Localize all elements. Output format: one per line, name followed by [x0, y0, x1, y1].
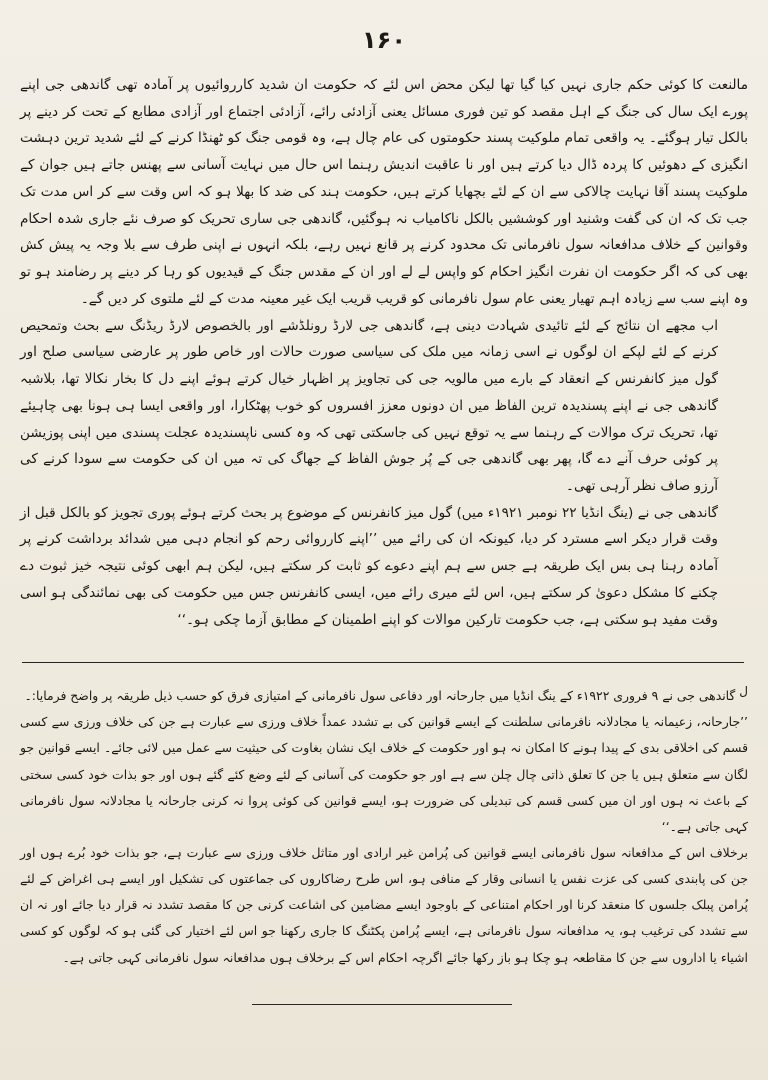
footnote-quote: برخلاف اس کے مدافعانہ سول نافرمانی ایسے قوانین کی پُرامن غیر ارادی اور متاثل خلاف ورزی سے عبارت ہے، جو بذات خود بُرے ہوں اور جن کی پابندی کسی کی عزت نفس یا انسانی وقار کے منافی ہو، اس طرح رضاکاروں کی جماعتوں کی تشکیل اور ایسے ہی اغراض کے لئے پُرامن پبلک جلسوں کا منعقد کرنا اور احکام امتناعی کے باوجود ایسے مضامین کی اشاعت کرنی جن کا مقصد تشدد نہ قرار دیا جائے اور نہ ان سے تشدد کی ترغیب ہو، یہ مدافعانہ سول نافرمانی ہے، ایسے پُرامن پکٹنگ کا جاری رکھنا جو اس لئے اختیار کی گئی ہو کہ لوگوں کو کسی اشیاء یا اداروں سے جن کا مقاطعہ ہو چکا ہو باز رکھا جائے اگرچہ احکام اس کے برخلاف ہوں مدافعانہ سول نافرمانی کہی جاتی ہے۔: [20, 844, 748, 965]
paragraph: گاندھی جی نے (ینگ انڈیا ۲۲ نومبر ۱۹۲۱ء میں) گول میز کانفرنس کے موضوع پر بحث کرتے ہوئے پوری تجویز کو بالکل قبل از وقت قرار دیکر اسے مسترد کر دیا، کیونکہ ان کی رائے میں ’’اپنے کارروائی رحم کو انجام دہی میں شدائد برداشت کرنے پر آمادہ رہنا ہی بس ایک طریقہ ہے جس سے ہم اپنے دعوے کو ثابت کر سکتے ہیں، لیکن ہم ابھی کوئی نتیجہ خیز ثبوت دے چکنے کا مشکل دعویٰ کر سکتے ہیں، اس لئے میری رائے میں، ایسی کانفرنس جس میں حکومت کی بھی نمائندگی ہو اسی وقت مفید ہو سکتی ہے، جب حکومت تارکین موالات کو اپنے اطمینان کے مطابق آزما چکی ہو۔‘‘: [20, 504, 718, 628]
end-rule: [252, 1004, 512, 1005]
paragraph: مالنعت کا کوئی حکم جاری نہیں کیا گیا تھا لیکن محض اس لئے کہ حکومت ان شدید کارروائیوں پر آمادہ تھی گاندھی جی اپنے پورے ایک سال کی جنگ کے اہل مقصد کو تین فوری مسائل یعنی آزادئی رائے، آزادئی اجتماع اور آزادی مطابع کے تحت کر دینے پر بالکل تیار ہوگئے۔ یہ واقعی تمام ملوکیت پسند حکومتوں کی عام چال ہے، وہ قومی جنگ کو ٹھنڈا کرنے کے لئے شدید ترین دہشت انگیزی کے دھوئیں کا پردہ ڈال دیا کرتے ہیں اور نا عاقبت اندیش رہنما اس حال میں نہایت آسانی سے پھنس جاتے ہیں جوان کے ملوکیت پسند آقا نہایت چالاکی سے ان کے لئے بچھایا کرتے ہیں، حکومت ہند کی ضد کا بھلا ہو کہ اس وقت سے کر اس مدت تک جب تک کہ ان کی گفت وشنید اور کوششیں بالکل ناکامیاب نہ ہوگئیں، گاندھی جی ساری تحریک کو صرف نئے جاری شدہ احکام وقوانین کے خلاف مدافعانہ سول نافرمانی تک محدود کرنے پر قانع نہیں رہے، بلکہ انہوں نے اپنی طرف سے بلا وجہ یہ پیش کش بھی کی کہ اگر حکومت ان نفرت انگیز احکام کو واپس لے لے اور ان کے مقدس جنگ کے قیدیوں کو رہا کر دینے پر رضامند ہو تو وہ اپنے سب سے زیادہ اہم تھیار یعنی عام سول نافرمانی کو قریب قریب ایک غیر معینہ مدت کے لئے ملتوی کر دیں گے۔: [20, 77, 748, 307]
footnote-marker: ل: [739, 684, 748, 698]
footnote-quote: ’’جارحانہ، زعیمانہ یا مجادلانہ نافرمانی سلطنت کے ایسے قوانین کی بے تشدد عمداً خلاف ورزی سے عبارت ہے جن کی خلاف ورزی سے کسی قسم کی اخلاقی بدی کے پیدا ہونے کا امکان نہ ہو اور حکومت کے خلاف ایک نشان بغاوت کی حیثیت سے عمل میں لائی جائے۔ ایسے قوانین جو لگان سے متعلق ہیں یا جن کا تعلق ذاتی چال چلن سے ہے اور جو حکومت کی آسانی کے لئے وضع کئے گئے ہوں اور جو بذات خود کسی سختی کے باعث نہ ہوں اور ان میں کسی قسم کی تبدیلی کی ضرورت ہو، ایسے قوانین کی کوئی پروا نہ کرنی جارحانہ یا مجادلانہ سول نافرمانی کہی جاتی ہے۔‘‘: [20, 714, 748, 834]
footnotes: [20, 678, 748, 993]
paragraph: اب مجھے ان نتائج کے لئے تائیدی شہادت دینی ہے، گاندھی جی لارڈ رونلڈشے اور بالخصوص لارڈ ریڈنگ سے بحث وتمحیص کرنے کے لئے لپکے ان لوگوں نے اسی زمانہ میں ملک کی سیاسی صورت حالات اور خاص طور پر عارضی سیاسی صلح اور گول میز کانفرنس کے انعقاد کے بارے میں مالویہ جی کی تجاویز پر اظہار خیال کرتے ہوئے اپنے دل کا بخار نکالا تھا، بلاشبہ گاندھی جی نے اپنے پسندیدہ ترین الفاظ میں ان دونوں معزز افسروں کو خوب پھٹکارا، اور واقعی ایسا ہی ہونا بھی چاہیئے تھا، تحریک ترک موالات کے رہنما سے یہ توقع نہیں کی جاسکتی تھی کہ وہ کسی ناپسندیدہ عجلت پسندی میں اپنی پوزیشن پر کوئی حرف آنے دے گا، پھر بھی گاندھی جی کے پُر جوش الفاظ کے جھاگ کی تہ میں ان کی حکومت سے سودا کرنے کی آرزو صاف نظر آرہی تھی۔: [20, 317, 718, 495]
footnote: [20, 678, 748, 709]
footnote-separator: [22, 662, 744, 663]
main-text: [20, 72, 748, 647]
page-number: ۱۶۰: [362, 26, 406, 54]
footnote-text: گاندھی جی نے ۹ فروری ۱۹۲۲ء کے ینگ انڈیا میں جارحانہ اور دفاعی سول نافرمانی کے امتیازی فرق کو حسب ذیل طریقہ پر واضح فرمایا:۔: [24, 688, 736, 704]
